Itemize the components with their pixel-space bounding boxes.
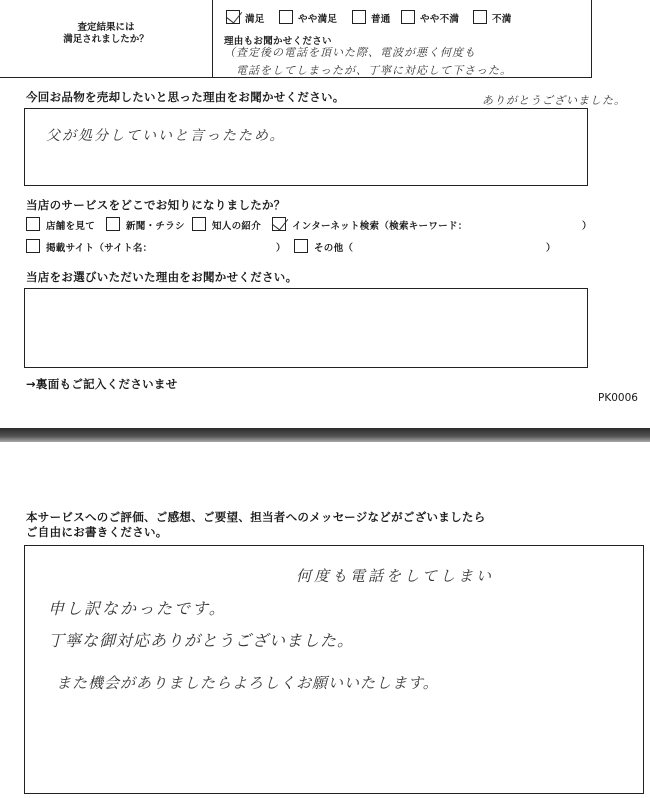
option-internet-search-label: インターネット検索（検索キーワード： [292,221,468,232]
option-listing-site-label: 掲載サイト（サイト名： [46,243,153,254]
reason-handwritten-line2: 電話をしてしまったが、丁寧に対応して下さった。 [236,64,512,77]
sell-reason-answer-box[interactable] [24,108,588,186]
option-dissatisfied-label: 不満 [492,14,512,25]
checkbox-referral[interactable] [192,217,206,231]
option-neutral-label: 普通 [371,14,391,25]
other-close-paren: ） [546,243,556,254]
reason-handwritten-line1: （査定後の電話を頂いた際、電波が悪く何度も [224,46,476,59]
option-somewhat-dissatisfied-label: やや不満 [420,14,460,25]
checkbox-somewhat-dissatisfied[interactable] [401,10,415,24]
listing-site-close-paren: ） [276,243,286,254]
checkbox-listing-site[interactable] [26,239,40,253]
form-code: PK0006 [598,392,638,404]
checkbox-other[interactable] [294,239,308,253]
choose-reason-question: 当店をお選びいただいた理由をお聞かせください。 [26,270,298,284]
reason-prompt: 理由もお聞かせください [224,36,332,47]
checkbox-dissatisfied[interactable] [473,10,487,24]
feedback-handwritten-line1: 何度も電話をしてしまい [296,567,495,585]
option-referral-label: 知人の紹介 [212,221,262,232]
thanks-note: ありがとうございました。 [482,94,626,107]
feedback-prompt-line2: ご自由にお書きください。 [26,525,168,539]
search-keyword-close-paren: ） [582,221,592,232]
checkbox-internet-search[interactable] [272,217,286,231]
checkbox-satisfied[interactable] [226,10,240,24]
checkbox-store[interactable] [26,217,40,231]
sell-reason-question: 今回お品物を売却したいと思った理由をお聞かせください。 [26,90,345,104]
checkbox-neutral[interactable] [352,10,366,24]
option-satisfied-label: 満足 [245,14,265,25]
sell-reason-answer: 父が処分していいと言ったため。 [46,128,286,144]
option-store-label: 店舗を見て [46,221,96,232]
back-page-note: →裏面もご記入くださいませ [26,377,178,391]
feedback-prompt-line1: 本サービスへのご評価、ご感想、ご要望、担当者へのメッセージなどがございましたら [26,510,486,524]
feedback-handwritten-line4: また機会がありましたらよろしくお願いいたします。 [56,674,439,692]
checkbox-newspaper[interactable] [106,217,120,231]
feedback-handwritten-line2: 申し訳なかったです。 [48,599,227,618]
option-somewhat-satisfied-label: やや満足 [298,14,338,25]
satisfaction-question: 査定結果には 満足されましたか？ [63,22,149,45]
choose-reason-answer-box[interactable] [24,288,588,368]
checkbox-somewhat-satisfied[interactable] [279,10,293,24]
feedback-handwritten-line3: 丁寧な御対応ありがとうございました。 [48,631,355,650]
how-known-question: 当店のサービスをどこでお知りになりましたか？ [26,198,286,212]
option-other-label: その他（ [314,243,354,254]
page-separator [0,428,650,442]
option-newspaper-label: 新聞・チラシ [126,221,185,232]
